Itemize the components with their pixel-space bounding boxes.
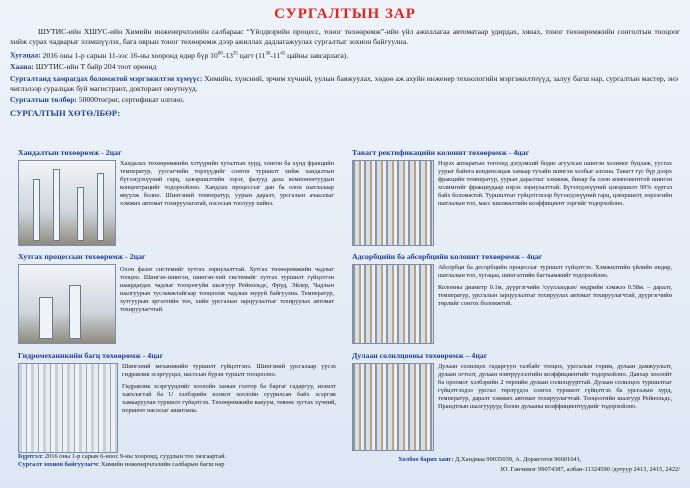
audience-text: Химийн, хүнсний, эрчим хүчний, уулын баяжуулах, хөдөө аж ахуйн инженер технологийн мэргэжилтнүүд, залуу багш нар, сургалтын мастер, энэ чиглэлээр суралцаж буй магистрант, докторант оюутнууд. xyxy=(10,73,679,93)
timing-sup: 35 xyxy=(232,51,238,57)
module-rectification xyxy=(352,148,674,248)
timing-part: цагт (11 xyxy=(237,50,266,60)
module-extraction xyxy=(18,148,340,248)
registration-info xyxy=(18,453,338,469)
contact-line-2: Ю. Ганчимэг 99074387, албан-11324590 /дотуур 2413, 2415, 2422/ xyxy=(500,466,680,473)
module-description: Олон фазат системийг хутгах зориулалттай. Хутгах төхөөрөмжийн чадлыг тооцно. Шингэн-шингэн, шингэн-хий системийг хутгах туршилт гүйцэтгэн шаардагдах чадлыг тооцоогуйн шалгуур Рейнольдс, Фруд, Эйлер, Чадлын шалгуурын тусламжтайгаар тооцоолж чадлын муруй байгуулна. Температур, хутгуурын эргэлтийн тоо, хийн урсгалын зарцуулалтыг тохируулах автомат тохируулагчтай. xyxy=(120,266,334,313)
timing-part: 2016 оны 1-р сарын 11-ээс 16-ны хооронд өдөр бүр 10 xyxy=(42,50,218,60)
photo-detail xyxy=(39,297,53,339)
module-title: Хандалтын төхөөрөмж - 2цаг xyxy=(18,148,122,157)
contact-label: Холбоо барих хаяг: xyxy=(398,456,454,463)
photo-detail xyxy=(97,173,104,241)
photo-detail xyxy=(77,187,84,241)
module-title: Хутгах процессын төхөөрөмж - 2цаг xyxy=(18,252,146,261)
audience-label: Сургалтанд хамрагдах боломжтой мэргэжилтэн хүмүүс: xyxy=(10,73,203,83)
heat-exchange-photo xyxy=(352,363,434,451)
module-title: Тавагт ректификацийн колоннт төхөөрөмж - 4цаг xyxy=(352,148,530,157)
page-title: СУРГАЛТЫН ЗАР xyxy=(274,6,416,22)
organizer-text: Химийн инженерчлэлийн салбарын багш нар xyxy=(100,461,225,468)
program-heading: СУРГАЛТЫН ХӨТӨЛБӨР: xyxy=(10,107,121,118)
registration-label: Бүртгэл: xyxy=(18,453,44,460)
timing-line xyxy=(10,49,680,60)
hydromechanics-text-a: Шингэний механикийн туршилт гүйцэтгэнэ. Шингэний урсгалаар үүсэх гидравлик эсэргүүцэл, насосын бүрэн туршлт тооцоолно. xyxy=(122,363,336,378)
location-label: Хаана: xyxy=(10,62,34,72)
module-title: Гидромеханикийн багц төхөөрөмж - 4цаг xyxy=(18,351,164,360)
module-description xyxy=(122,363,336,453)
module-description: Дулаан солилцох гадаргуун талбайг тооцох, урсгалын горим, дулаан дамжуулалт, дулаан огтолт, дулаан нэвтрүүлэлтийн коэффициентийг тодорхойлно. Давхар хоолойт ба ороомог хэлбэрийн 2 төрлийн дулаан солилцуурттай. Дулаан солилцох туршилтыг гүйцэтгэхдээ урсгал төрлүүдээ сонгох туршилт гүйцэтгэх ба урсгалын хурд, температур, даралт хэмжих автомат тохируулагчтай. Тооцоогийн шалгуур Рейнольдс, Прандтлын шалгуурууд болон дулааны коэффициентүүдийг тодорхойлно. xyxy=(438,363,672,410)
registration-text: 2016 оны 1-р сарын 6-ноос 9-ны хооронд, суудлын тоо хязгаартай. xyxy=(44,453,227,460)
module-heat-exchange xyxy=(352,351,674,451)
timing-part: -11 xyxy=(270,50,281,60)
fee-line xyxy=(10,95,680,105)
intro-paragraph: ШУТИС-ийн ХШУС-ийн Химийн инженерчлэлийн салбараас “Үйлдвэрийн процесс, тоног төхөөрөмж”-ийн үйл ажиллагаа автоматаар удирдах, хянах, тоног төхөөрөмжийн сонголтын тооцоог хийж сурах чадварыг эзэмшүүлэх, бага оврын тоног төхөөрөмж дээр ажиллах дадлагажуулах сургалтыг зохион байгуулна. xyxy=(10,27,680,46)
rectification-photo xyxy=(352,160,434,246)
module-adsorption xyxy=(352,252,674,346)
contact-line xyxy=(398,456,680,464)
photo-detail xyxy=(53,169,60,241)
timing-sup: 00 xyxy=(217,51,223,57)
organizer-line xyxy=(18,461,338,469)
extraction-photo xyxy=(18,160,116,246)
module-description: Хандалах төхөөрөмжийн хэтүүрийн хуталтын хурд, хонгон ба хүнд фракцийн температур, уусгагчийн торлүүдийг сонгон туршилт хийж хандалтын бүтээгдэхүүний гарц, цэвэршилтийн зэрэг, фазууд дахь компонентуудын концентрацийг тодорхойлно. Хандлах процессыг дан ба олон шатлалаар явуулж болно. Шингэний температур, уурын даралт, урсгалын ачааллыг хэмжих автомат тохируулагатай, нэсосын тоолуур хийнэ. xyxy=(120,160,334,207)
timing-text xyxy=(43,51,349,60)
module-description xyxy=(438,264,672,344)
fee-text: 50000төгрөг, сертификат олгоно. xyxy=(78,95,185,105)
photo-detail xyxy=(69,285,81,339)
module-mixing xyxy=(18,252,340,346)
hydromechanics-photo xyxy=(18,363,118,453)
timing-part: -13 xyxy=(222,50,233,60)
organizer-label: Сургалт зохион байгуулагч: xyxy=(18,461,100,468)
mixing-photo xyxy=(18,264,116,344)
timing-label: Хугацаа: xyxy=(10,50,41,60)
adsorption-photo xyxy=(352,264,434,344)
photo-detail xyxy=(33,179,40,241)
contact-info xyxy=(398,456,680,474)
hydromechanics-text-b: Гидравлик эсэргүүцлийг хоолойн ханын голтор ба баргаг гадаргуу, изэмлт хавхлагтай ба U хэлбэрийн изэмлт хоолойн суурилсан байх эсэргэж хамааруулан туршилт гүйцэтгэх. Төхөөрөмжийн вакуум, төвөөс зугтах хүчний, поршент насосыг ашиглана. xyxy=(122,382,336,414)
location-line xyxy=(10,62,680,72)
module-description: Нэрэх аппаратын тогоонд дэгдэмхий бодис агуулсан шингэн холимог буцлаж, уусгах уурыг байнга конденсацаж хамаар тухайн шингэн холбыг алгана. Тавагт түс бүр дээрх фракцийн температур, уурын даралтыг хэмжиж, бинар ба олон компонентгой шингэн холимгийг фракциудаар нэрэх зориулалттай. Бүтээгдэхүүний цэвэршилт 99% хүртэл байх боломжтой. Туршилтыг гүйцэтгэхээр бүтээгдэхүүний гарц, цэвэршилт, нэрлэгийн шатлалын тоо, масс шилжилтийн коэффициент зэргийг тодорхойлно. xyxy=(438,160,672,207)
timing-part: цайны завсарлага). xyxy=(285,50,349,60)
module-title: Дулаан солилцооны төхөөрөмж – 4цаг xyxy=(352,351,488,360)
contact-text: Д.Хандмаа 99035039, А. Доржготов 96601641, xyxy=(455,456,582,463)
modules-area xyxy=(10,148,680,478)
location-text: ШУТИС-ийн Т байр 204 тоот өрөөнд xyxy=(35,62,157,72)
registration-line xyxy=(18,453,338,461)
audience-line xyxy=(10,74,680,93)
adsorption-text-b: Колонны диаметр 0.1м, дүүргэгчийн /сууллаодын/ өндрийн хэмжээ 0.58м. – даралт, температур, урсгалын зарцуулалтыг тохируулах автомат тохируулагчтай, дүүргэгчийн төрлийг сонгох боломжтой. xyxy=(438,283,672,307)
fee-label: Сургалтын төлбөр: xyxy=(10,95,77,105)
timing-sup: 45 xyxy=(280,51,286,57)
timing-sup: 30 xyxy=(265,51,271,57)
module-title: Адсорбцийн ба абсорбцийн колоннт төхөөрөмж - 4цаг xyxy=(352,252,543,261)
adsorption-text-a: Абсорбци ба десорбцийн процессыг туршилт гүйцэтгэх. Хэмжилтийн үйлийн өндөр, шатлалын тоо, хугацаа, шингэлтийн багтаамжийг тодорхойлно. xyxy=(438,264,672,279)
module-hydromechanics xyxy=(18,351,340,451)
